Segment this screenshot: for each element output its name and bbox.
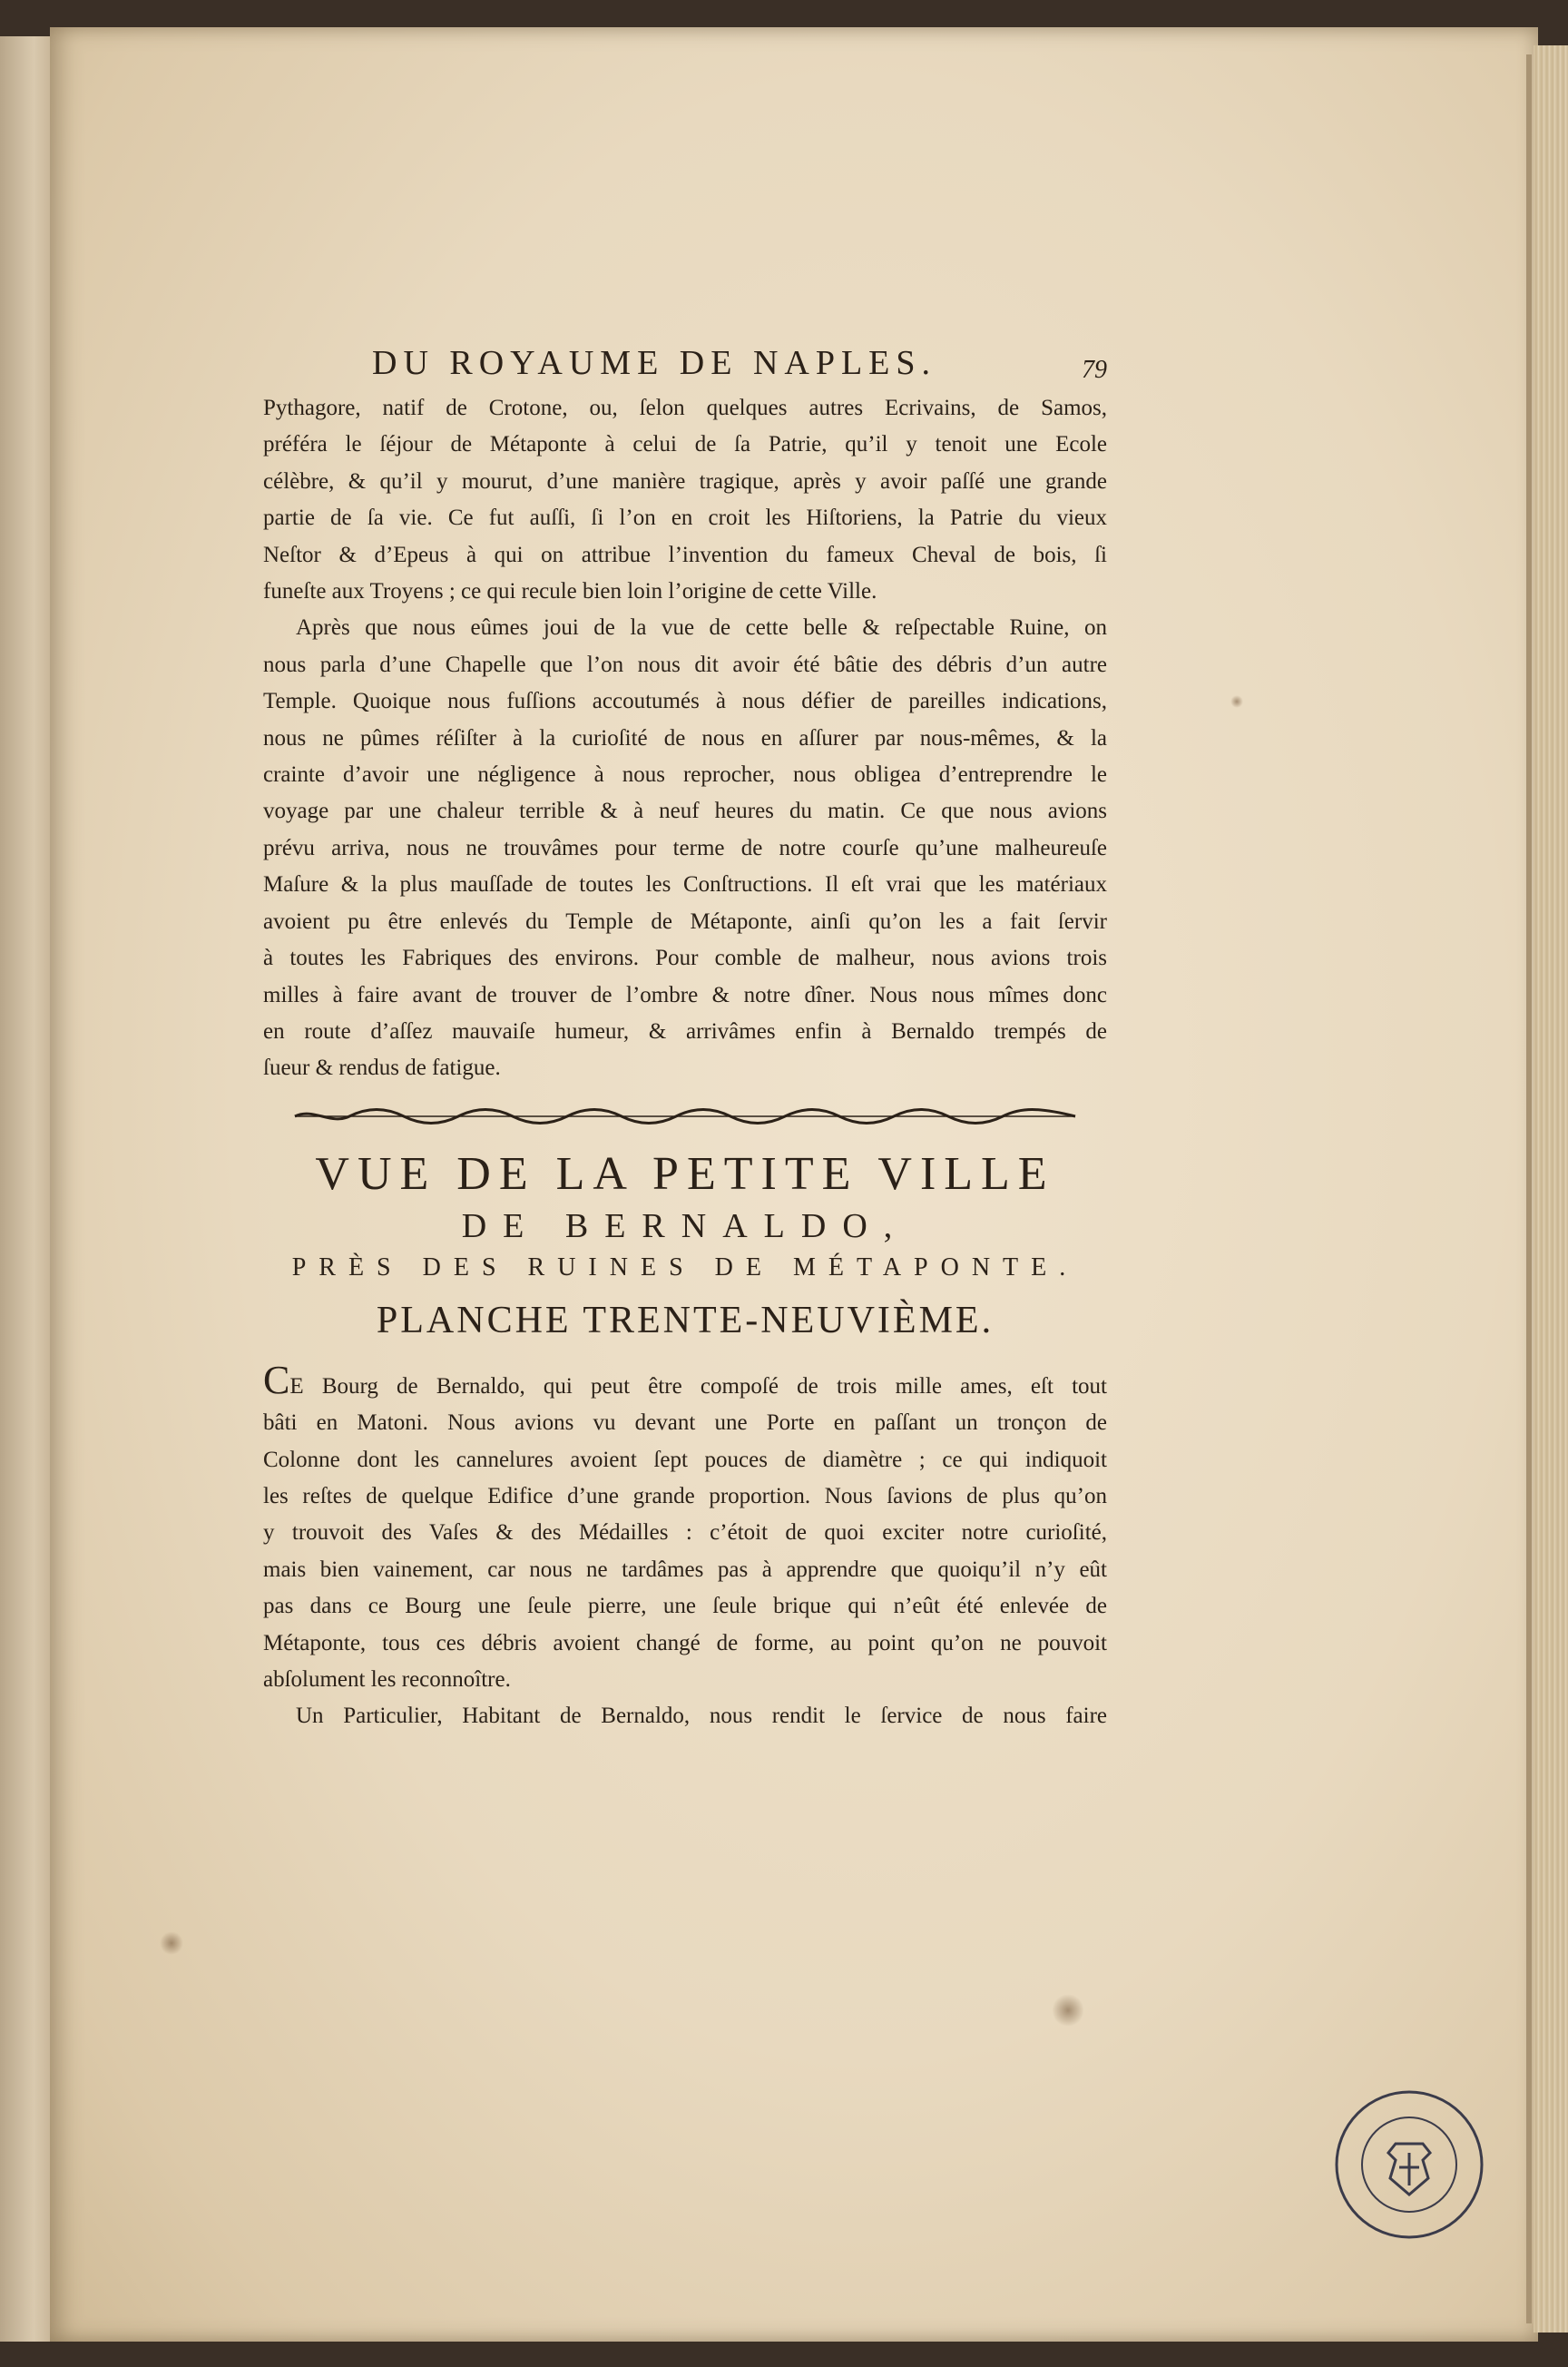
text-line: Après que nous eûmes joui de la vue de cette belle & reſpectable Ruine, on	[296, 615, 1107, 641]
text-line: avoient pu être enlevés du Temple de Métaponte, ainſi qu’on les a fait ſervir	[263, 908, 1107, 934]
page-stack	[1534, 45, 1568, 2333]
text-line: abſolument les reconnoître.	[263, 1666, 511, 1692]
ornamental-rule	[286, 1107, 1084, 1125]
text-line: les reſtes de quelque Edifice d’une grande proportion. Nous ſavions de plus qu’on	[263, 1483, 1107, 1508]
text-line: pas dans ce Bourg une ſeule pierre, une ſeule brique qui n’eût été enlevée de	[263, 1594, 1107, 1619]
text-block	[263, 327, 1107, 1735]
text-line: y trouvoit des Vaſes & des Médailles : c’étoit de quoi exciter notre curioſité,	[263, 1520, 1107, 1546]
chapter-subtitle: DE BERNALDO,	[461, 1206, 909, 1245]
text-line: Colonne dont les cannelures avoient ſept pouces de diamètre ; ce qui indiquoit	[263, 1447, 1107, 1472]
text-line: Neſtor & d’Epeus à qui on attribue l’invention du fameux Cheval de bois, ſi	[263, 542, 1107, 567]
library-stamp	[1332, 2087, 1486, 2242]
paragraph-3	[263, 1357, 1107, 1699]
text-line: Maſure & la plus mauſſade de toutes les Conſtructions. Il eſt vrai que les matériaux	[263, 872, 1107, 898]
text-line: à toutes les Fabriques des environs. Pour comble de malheur, nous avions trois	[263, 946, 1107, 971]
text-line: préféra le ſéjour de Métaponte à celui de ſa Patrie, qu’il y tenoit une Ecole	[263, 432, 1107, 457]
text-line-content: E Bourg de Bernaldo, qui peut être compoſé de trois mille ames, eſt tout	[289, 1373, 1107, 1399]
foxing-spot	[1053, 1993, 1083, 2028]
page-number: 79	[1082, 356, 1107, 384]
text-line: mais bien vainement, car nous ne tardâmes pas à apprendre que quoiqu’il n’y eût	[263, 1557, 1107, 1582]
foxing-spot	[1230, 695, 1243, 708]
drop-cap: C	[263, 1357, 290, 1402]
text-line	[263, 1357, 1107, 1405]
foxing-spot	[160, 1931, 183, 1955]
text-line: célèbre, & qu’il y mourut, d’une manière tragique, après y avoir paſſé une grande	[263, 468, 1107, 494]
text-line: nous ne pûmes réſiſter à la curioſité de nous en aſſurer par nous-mêmes, & la	[263, 725, 1107, 751]
paragraph-4	[263, 1698, 1107, 1734]
text-line: Pythagore, natif de Crotone, ou, ſelon quelques autres Ecrivains, de Samos,	[263, 396, 1107, 420]
text-line: ſueur & rendus de fatigue.	[263, 1056, 501, 1081]
chapter-location: PRÈS DES RUINES DE MÉTAPONTE.	[291, 1252, 1079, 1282]
paragraph-2	[263, 610, 1107, 1086]
paragraph-1	[263, 390, 1107, 610]
text-line: crainte d’avoir une négligence à nous reprocher, nous obligea d’entreprendre le	[263, 762, 1107, 788]
text-line: prévu arriva, nous ne trouvâmes pour terme de notre courſe qu’une malheureuſe	[263, 835, 1107, 860]
page-edge-shadow	[1526, 54, 1532, 2323]
text-line: Métaponte, tous ces débris avoient changé de forme, au point qu’on ne pouvoit	[263, 1630, 1107, 1655]
chapter-title: VUE DE LA PETITE VILLE	[315, 1147, 1055, 1200]
plate-title: PLANCHE TRENTE-NEUVIÈME.	[376, 1299, 995, 1341]
text-line: voyage par une chaleur terrible & à neuf heures du matin. Ce que nous avions	[263, 799, 1107, 824]
text-line: partie de ſa vie. Ce fut auſſi, ſi l’on en croit les Hiſtoriens, la Patrie du vieux	[263, 506, 1107, 531]
text-line: nous parla d’une Chapelle que l’on nous dit avoir été bâtie des débris d’un autre	[263, 652, 1107, 677]
text-line: en route d’aſſez mauvaiſe humeur, & arrivâmes enfin à Bernaldo trempés de	[263, 1018, 1107, 1044]
text-line: bâti en Matoni. Nous avions vu devant une Porte en paſſant un tronçon de	[263, 1410, 1107, 1436]
text-line: Un Particulier, Habitant de Bernaldo, nous rendit le ſervice de nous faire	[296, 1704, 1107, 1729]
running-head	[263, 327, 1107, 390]
text-line: funeſte aux Troyens ; ce qui recule bien loin l’origine de cette Ville.	[263, 579, 877, 604]
text-line: Temple. Quoique nous fuſſions accoutumés à nous défier de pareilles indications,	[263, 689, 1107, 714]
left-page-edge	[0, 36, 56, 2342]
text-line: milles à faire avant de trouver de l’ombre & notre dîner. Nous nous mîmes donc	[263, 982, 1107, 1007]
running-head-title: DU ROYAUME DE NAPLES.	[372, 344, 937, 382]
